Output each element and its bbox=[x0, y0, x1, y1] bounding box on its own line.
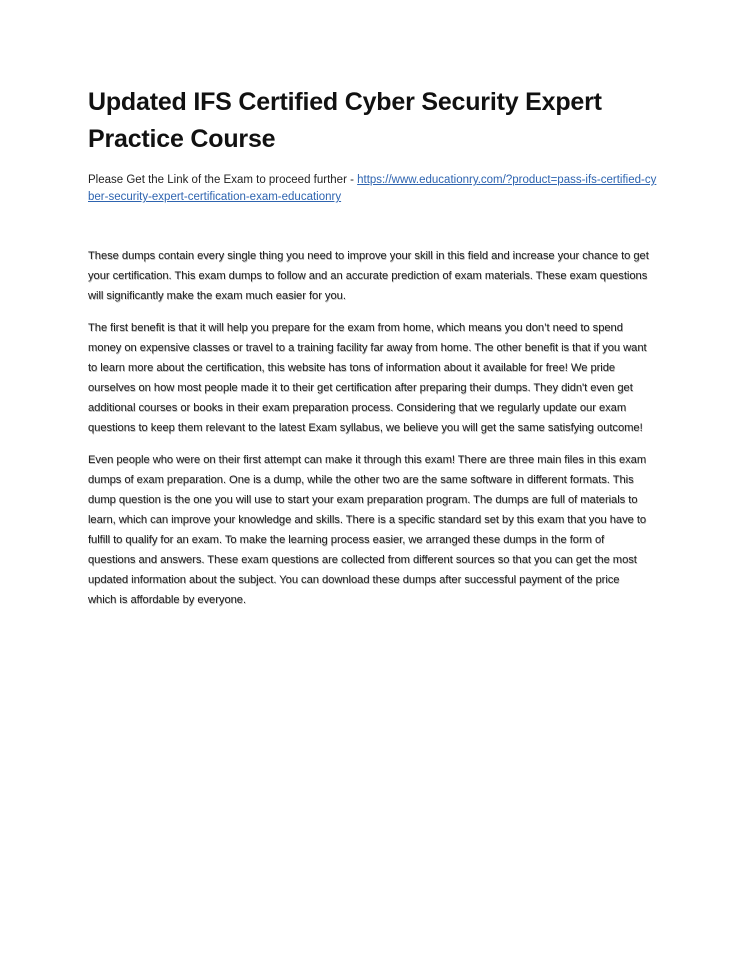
paragraph-2: The first benefit is that it will help you prepare for the exam from home, which means you don’t need to spend money on expensive classes or travel to a training facility far away from home. The other benefit is that if you want to learn more about the certification, this website has tons of information about it available for free! We pride ourselves on how most people made it to their get certification after preparing their dumps. They didn't even get additional courses or books in their exam preparation process. Considering that we regularly update our exam questions to keep them relevant to the latest Exam syllabus, we believe you will get the same satisfying outcome! bbox=[88, 322, 647, 434]
paragraph-1: These dumps contain every single thing you need to improve your skill in this field and increase your chance to get your certification. This exam dumps to follow and an accurate prediction of exam materials. These exam questions will significantly make the exam much easier for you. bbox=[88, 250, 649, 302]
exam-link[interactable]: https://www.educationry.com/?product=pass-ifs-certified-cyber-security-expert-certification-exam-educationry bbox=[88, 174, 657, 203]
page-title: Updated IFS Certified Cyber Security Expert Practice Course bbox=[88, 88, 602, 153]
paragraph-3: Even people who were on their first attempt can make it through this exam! There are three main files in this exam dumps of exam preparation. One is a dump, while the other two are the same software in different formats. This dump question is the one you will use to start your exam preparation program. The dumps are full of materials to learn, which can improve your knowledge and skills. There is a specific standard set by this exam that you have to fulfill to qualify for an exam. To make the learning process easier, we arranged these dumps in the form of questions and answers. These exam questions are collected from different sources so that you can get the most updated information about the subject. You can download these dumps after successful payment of the price which is affordable by everyone. bbox=[88, 454, 647, 606]
intro-text: Please Get the Link of the Exam to proceed further - bbox=[88, 174, 358, 186]
body-text bbox=[88, 246, 650, 622]
intro-line bbox=[88, 172, 658, 206]
